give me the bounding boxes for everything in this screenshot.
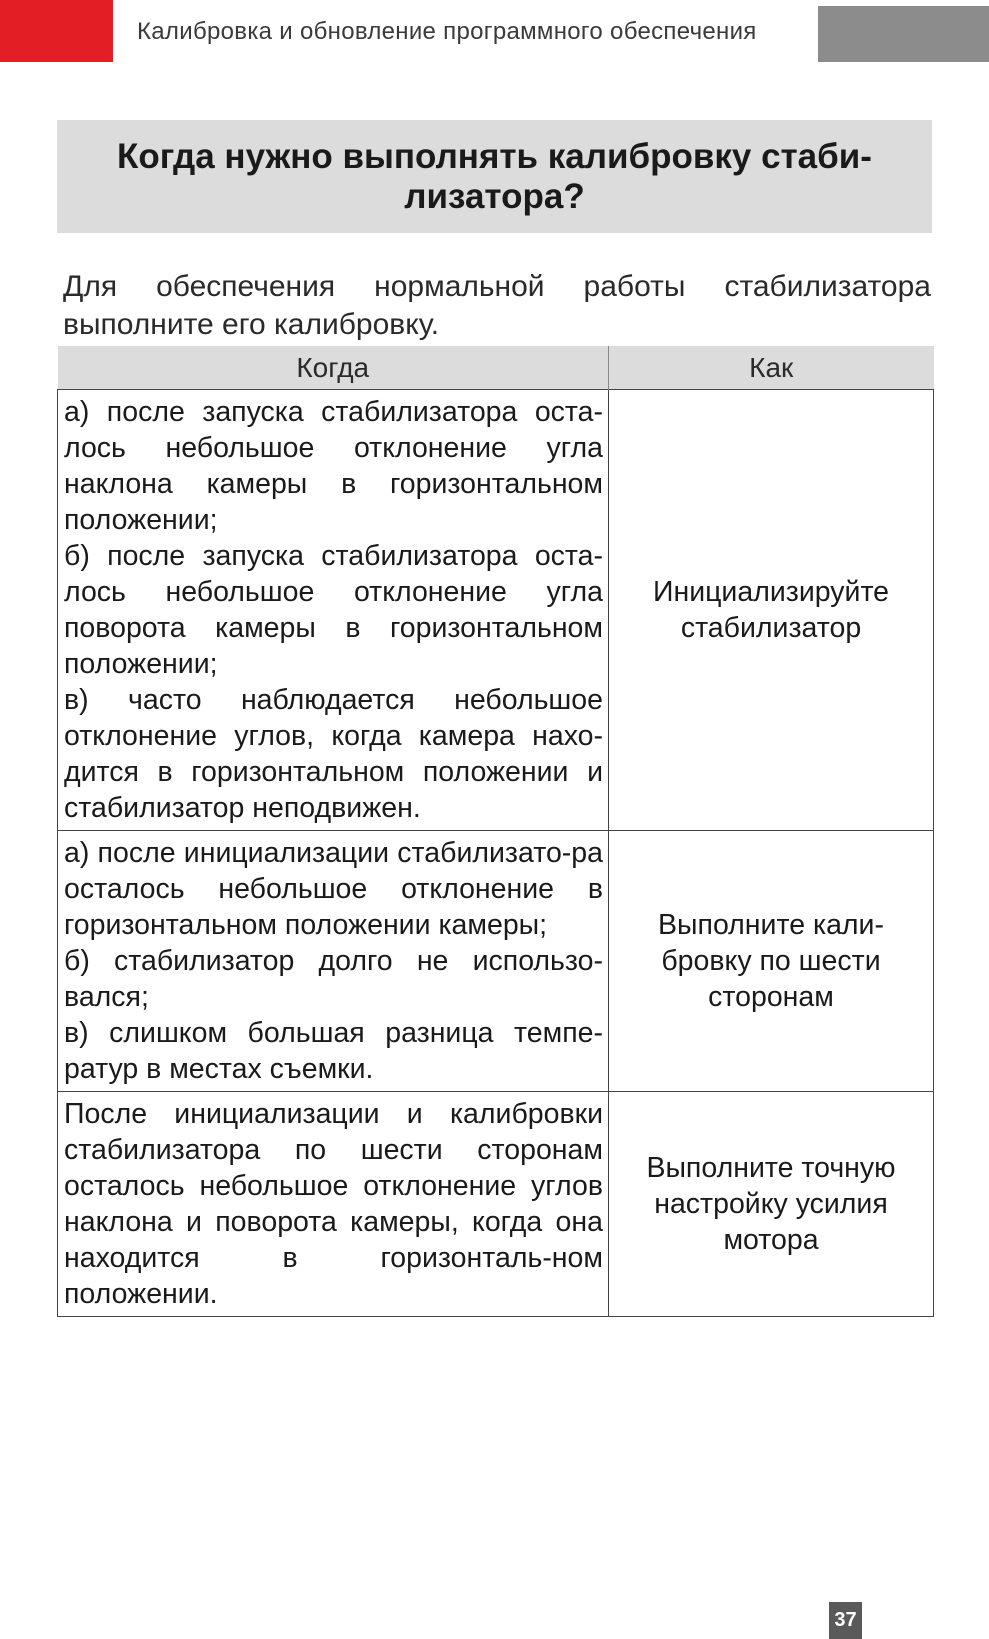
header-gray-block (818, 6, 989, 62)
action-text: Выполните точную (646, 1152, 896, 1184)
section-heading-box (57, 120, 932, 233)
section-title (117, 137, 872, 217)
how-cell (609, 831, 934, 1092)
when-cell (58, 1092, 609, 1317)
condition-text: б) после запуска стабилизатора оста-лось небольшое отклонение угла поворота камеры в горизонтальном положении; (64, 540, 603, 680)
action-text: настройку усилия (654, 1188, 888, 1220)
action-text: Инициализируйте (652, 576, 890, 608)
calibration-table (57, 346, 934, 1317)
condition-text: в) слишком большая разница темпе-ратур в местах съемки. (64, 1017, 603, 1085)
action-text: сторонам (708, 981, 834, 1013)
section-title-line-1: Когда нужно выполнять калибровку стаби- (117, 136, 872, 176)
section-title-line-2: лизатора? (404, 176, 585, 216)
condition-text: в) часто наблюдается небольшое отклонение углов, когда камера нахо-дится в горизонтальном положении и стабилизатор неподвижен. (64, 684, 603, 824)
how-cell (609, 390, 934, 831)
when-cell (58, 390, 609, 831)
condition-text: а) после инициализации стабилизато-ра осталось небольшое отклонение в горизонтальном положении камеры; (64, 837, 603, 941)
header-title: Калибровка и обновление программного обеспечения (137, 18, 757, 45)
page-number: 37 (829, 1602, 862, 1639)
header-red-block (0, 0, 113, 62)
action-text: стабилизатор (680, 612, 862, 644)
condition-text: а) после запуска стабилизатора оста-лось небольшое отклонение угла наклона камеры в горизонтальном положении; (64, 396, 603, 536)
action-text: Выполните кали- (658, 909, 884, 941)
when-cell (58, 831, 609, 1092)
intro-paragraph: Для обеспечения нормальной работы стабилизатора выполните его калибровку. (63, 270, 931, 341)
condition-text: После инициализации и калибровки стабилизатора по шести сторонам осталось небольшое отклонение углов наклона и поворота камеры, когда она находится в горизонталь-ном положении. (64, 1098, 603, 1310)
column-header-when: Когда (58, 346, 609, 390)
how-cell (609, 1092, 934, 1317)
action-text: бровку по шести (661, 945, 881, 977)
action-text: мотора (723, 1224, 819, 1256)
table-row (58, 390, 934, 831)
table-row (58, 1092, 934, 1317)
condition-text: б) стабилизатор долго не использо-вался; (64, 945, 603, 1013)
column-header-how: Как (609, 346, 934, 390)
table-row (58, 831, 934, 1092)
table-header-row (58, 346, 934, 390)
